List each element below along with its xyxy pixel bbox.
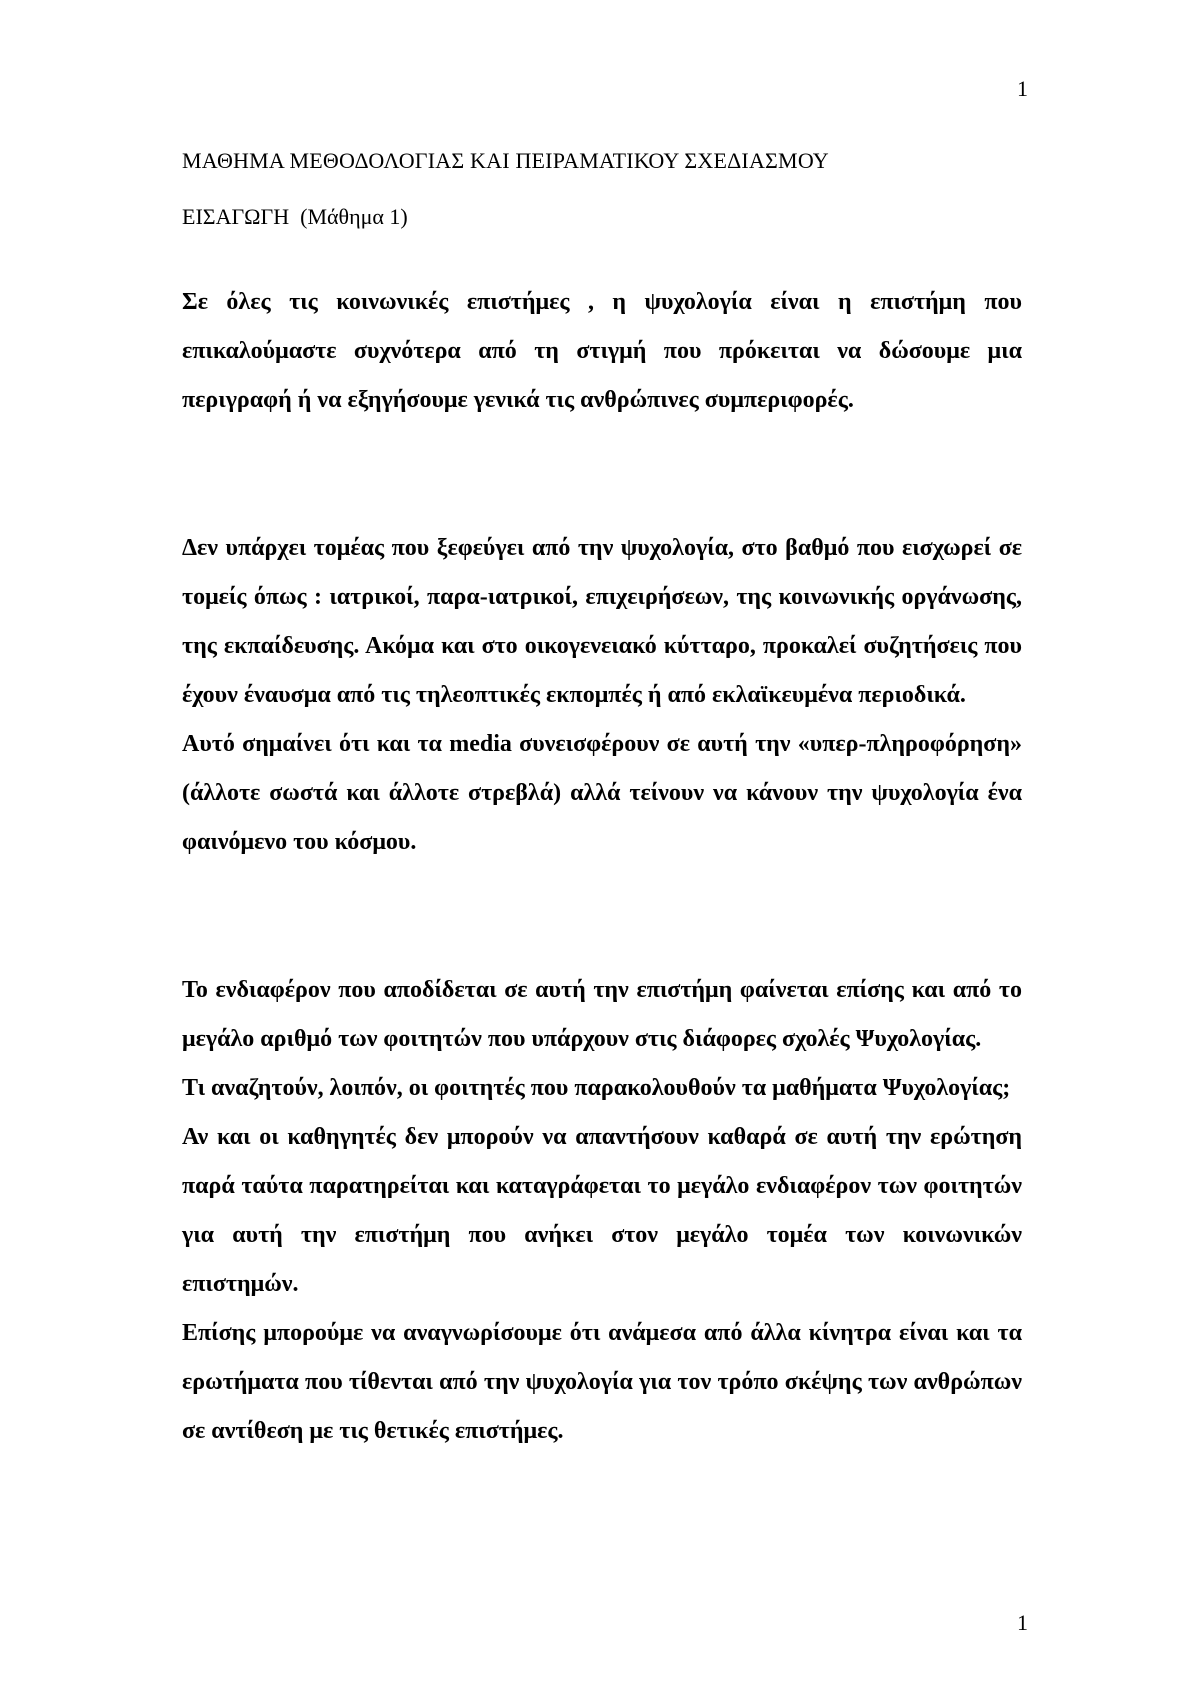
paragraph-4: Το ενδιαφέρον που αποδίδεται σε αυτή την επιστήμη φαίνεται επίσης και από το μεγάλο αριθμό των φοιτητών που υπάρχουν στις διάφορες σχολές Ψυχολογίας.: [182, 977, 1022, 1052]
body-text-block-1: [182, 278, 1022, 425]
paragraph-2: Δεν υπάρχει τομέας που ξεφεύγει από την ψυχολογία, στο βαθμό που εισχωρεί σε τομείς όπως : ιατρικοί, παρα-ιατρικοί, επιχειρήσεων, της κοινωνικής οργάνωσης, της εκπαίδευσης. Ακόμα και στο οικογενειακό κύτταρο, προκαλεί συζητήσεις που έχουν έναυσμα από τις τηλεοπτικές εκπομπές ή από εκλαϊκευμένα περιοδικά.: [182, 535, 1022, 708]
lesson-heading: ΕΙΣΑΓΩΓΗ (Μάθημα 1): [182, 204, 408, 229]
course-title: ΜΑΘΗΜΑ ΜΕΘΟΔΟΛΟΓΙΑΣ ΚΑΙ ΠΕΙΡΑΜΑΤΙΚΟΥ ΣΧΕΔΙΑΣΜΟΥ: [182, 148, 829, 173]
page-number-bottom: 1: [1017, 1610, 1028, 1635]
paragraph-1: Σε όλες τις κοινωνικές επιστήμες , η ψυχολογία είναι η επιστήμη που επικαλούμαστε συχνότερα από τη στιγμή που πρόκειται να δώσουμε μια περιγραφή ή να εξηγήσουμε γενικά τις ανθρώπινες συμπεριφορές.: [182, 289, 1022, 413]
paragraph-3: Αυτό σημαίνει ότι και τα media συνεισφέρουν σε αυτή την «υπερ-πληροφόρηση» (άλλοτε σωστά και άλλοτε στρεβλά) αλλά τείνουν να κάνουν την ψυχολογία ένα φαινόμενο του κόσμου.: [182, 731, 1022, 855]
paragraph-6: Αν και οι καθηγητές δεν μπορούν να απαντήσουν καθαρά σε αυτή την ερώτηση παρά ταύτα παρατηρείται και καταγράφεται το μεγάλο ενδιαφέρον των φοιτητών για αυτή την επιστήμη που ανήκει στον μεγάλο τομέα των κοινωνικών επιστημών.: [182, 1124, 1022, 1297]
body-text-block-2: [182, 524, 1022, 867]
paragraph-5: Τι αναζητούν, λοιπόν, οι φοιτητές που παρακολουθούν τα μαθήματα Ψυχολογίας;: [182, 1075, 1011, 1101]
body-text-block-3: [182, 966, 1022, 1456]
page-number-top: 1: [1017, 76, 1028, 101]
paragraph-7: Επίσης μπορούμε να αναγνωρίσουμε ότι ανάμεσα από άλλα κίνητρα είναι και τα ερωτήματα που τίθενται από την ψυχολογία για τον τρόπο σκέψης των ανθρώπων σε αντίθεση με τις θετικές επιστήμες.: [182, 1320, 1022, 1444]
